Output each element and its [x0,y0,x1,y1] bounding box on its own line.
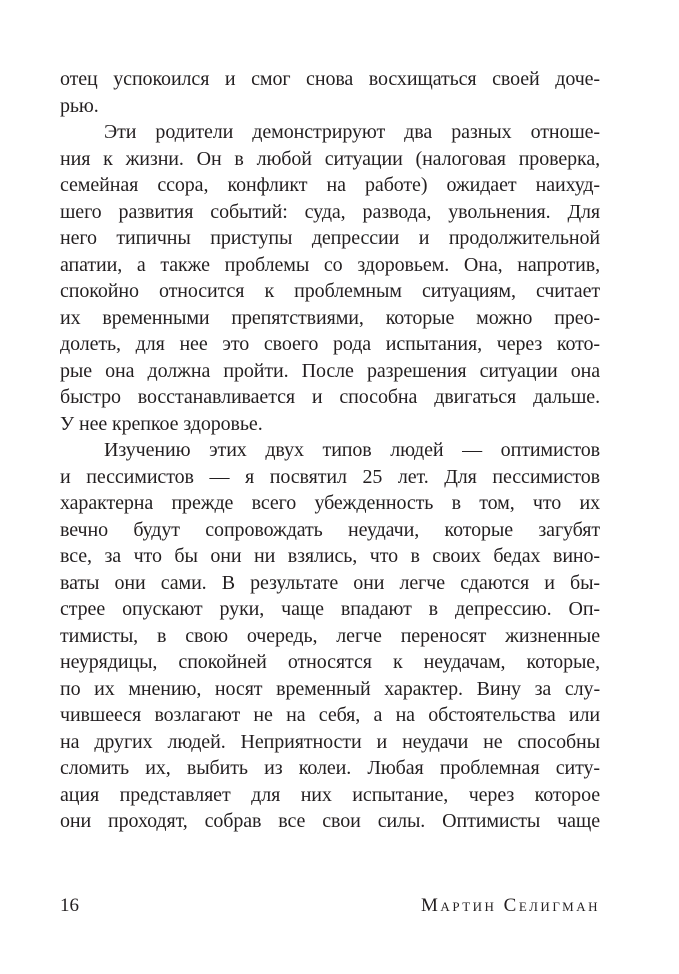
text-line: их временными препятствиями, которые можно прео- [60,306,600,329]
text-line: долеть, для нее это своего рода испытания, через кото- [60,333,600,355]
body-text [60,66,600,835]
text-line: апатии, а также проблемы со здоровьем. Она, напротив, [60,253,600,276]
text-line: по их мнению, носят временный характер. Вину за слу- [60,677,600,700]
text-line: ния к жизни. Он в любой ситуации (налоговая проверка, [60,147,600,170]
text-line: рые она должна пройти. После разрешения ситуации она [60,359,600,382]
text-line: тимисты, в свою очередь, легче переносят жизненные [60,624,600,647]
text-line: чившееся возлагают не на себя, а на обстоятельства или [60,704,600,726]
text-line: него типичны приступы депрессии и продолжительной [60,227,600,249]
text-line: все, за что бы они ни взялись, что в своих бедах вино- [60,545,600,567]
text-line: спокойно относится к проблемным ситуациям, считает [60,280,600,302]
text-line: характерна прежде всего убежденность в том, что их [60,492,600,514]
text-line: сломить их, выбить из колеи. Любая проблемная ситу- [60,757,600,779]
running-header-author: Мартин Селигман [421,895,600,916]
page-number: 16 [60,895,79,916]
text-line: стрее опускают руки, чаще впадают в депрессию. Оп- [60,598,600,620]
text-line: неурядицы, спокойней относятся к неудачам, которые, [60,651,600,673]
text-line: быстро восстанавливается и способна двигаться дальше. [60,386,600,408]
text-line: Эти родители демонстрируют два разных отноше- [104,121,600,143]
text-line: шего развития событий: суда, развода, увольнения. Для [60,200,600,223]
text-line: на других людей. Неприятности и неудачи не способны [60,730,600,753]
text-line: семейная ссора, конфликт на работе) ожидает наихуд- [60,174,600,196]
page-footer [60,895,600,923]
text-line: ация представляет для них испытание, через которое [60,783,600,806]
text-line: У нее крепкое здоровье. [60,412,263,435]
text-line: вечно будут сопровождать неудачи, которые загубят [60,518,600,541]
text-line: ваты они сами. В результате они легче сдаются и бы- [60,571,600,594]
text-line: рью. [60,94,99,117]
text-line: Изучению этих двух типов людей — оптимистов [104,439,600,461]
text-line: они проходят, собрав все свои силы. Оптимисты чаще [60,810,600,832]
text-line: отец успокоился и смог снова восхищаться своей доче- [60,68,600,90]
text-line: и пессимистов — я посвятил 25 лет. Для пессимистов [60,465,600,488]
